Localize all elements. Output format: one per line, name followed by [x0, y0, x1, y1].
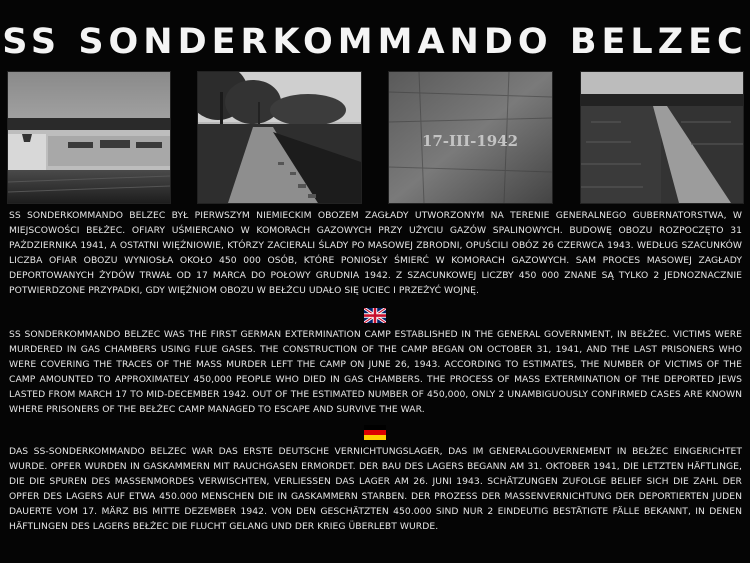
stone-inscription: 17-III-1942 — [421, 132, 519, 150]
stone-date-inscription-photo — [388, 71, 553, 204]
english-text: SS SONDERKOMMANDO BELZEC WAS THE FIRST GERMAN EXTERMINATION CAMP ESTABLISHED IN THE GENERAL GOVERNMENT, IN BEŁŻEC. VICTIMS WERE MURDERED IN GAS CHAMBERS USING FLUE GASES. THE CONSTRUCTION OF THE CAMP BEGAN ON OCTOBER 31, 1941, AND THE LAST PRISONERS WHO WERE COVERING THE TRACES OF THE MASS MURDER LEFT THE CAMP ON JUNE 26, 1943. ACCORDING TO ESTIMATES, THE NUMBER OF VICTIMS OF THE CAMP AMOUNTED TO APPROXIMATELY 450,000 PEOPLE WHO DIED IN GAS CHAMBERS. THE PROCESS OF MASS EXTERMINATION OF THE DEPORTED JEWS LASTED FROM MARCH 17 TO MID-DECEMBER 1942. OUT OF THE ESTIMATED NUMBER OF 450,000, ONLY 2 UNAMBIGUOUSLY CONFIRMED CASES ARE KNOWN WHERE PRISONERS OF THE BEŁŻEC CAMP MANAGED TO ESCAPE AND SURVIVE THE WAR. — [9, 329, 742, 415]
stone-field-path-photo — [580, 71, 744, 204]
uk-flag-icon — [364, 308, 386, 323]
railway-path-photo — [197, 71, 362, 204]
photo-strip — [7, 71, 743, 202]
germany-flag-icon — [364, 425, 386, 440]
polish-text: SS SONDERKOMMANDO BELZEC BYŁ PIERWSZYM NIEMIECKIM OBOZEM ZAGŁADY UTWORZONYM NA TERENIE GENERALNEGO GUBERNATORSTWA, W MIEJSCOWOŚCI BEŁŻEC. OFIARY UŚMIERCANO W KOMORACH GAZOWYCH PRZY UŻYCIU GAZÓW SPALINOWYCH. BUDOWĘ OBOZU ROZPOCZĘTO 31 PAŹDZIERNIKA 1941, A OSTATNI WIĘŹNIOWIE, KTÓRZY ZACIERALI ŚLADY PO MASOWEJ ZBRODNI, OPUŚCILI OBÓZ 26 CZERWCA 1943. WEDŁUG SZACUNKÓW LICZBA OFIAR OBOZU WYNIOSŁA OKOŁO 450 000 OSÓB, KTÓRE PONIOSŁY ŚMIERĆ W KOMORACH GAZOWYCH. SAM PROCES MASOWEJ ZAGŁADY DEPORTOWANYCH ŻYDÓW TRWAŁ OD 17 MARCA DO POŁOWY GRUDNIA 1942. Z SZACUNKOWEJ LICZBY 450 000 ZNANE SĄ TYLKO 2 JEDNOZNACZNIE POTWIERDZONE PRZYPADKI, GDY WIĘŹNIOM OBOZU W BEŁŻCU UDAŁO SIĘ UCIEC I PRZEŻYĆ WOJNĘ. — [9, 210, 742, 296]
memorial-wall-photo — [7, 71, 171, 204]
page-title: SS SONDERKOMMANDO BELZEC — [2, 22, 748, 62]
german-text: DAS SS-SONDERKOMMANDO BELZEC WAR DAS ERSTE DEUTSCHE VERNICHTUNGSLAGER, DAS IM GENERALGOUVERNEMENT IN BEŁŻEC EINGERICHTET WURDE. OPFER WURDEN IN GASKAMMERN MIT RAUCHGASEN ERMORDET. DER BAU DES LAGERS BEGANN AM 31. OKTOBER 1941, DIE LETZTEN HÄFTLINGE, DIE DIE SPUREN DES MASSENMORDES VERWISCHTEN, VERLIESSEN DAS LAGER AM 26. JUNI 1943. SCHÄTZUNGEN ZUFOLGE BELIEF SICH DIE ZAHL DER OPFER DES LAGERS AUF ETWA 450.000 MENSCHEN DIE IN GASKAMMERN STARBEN. DER PROZESS DER MASSENVERNICHTUNG DER DEPORTIERTEN JUDEN DAUERTE VOM 17. MÄRZ BIS MITTE DEZEMBER 1942. VON DEN GESCHÄTZTEN 450.000 SIND NUR 2 EINDEUTIG BESTÄTIGTE FÄLLE BEKANNT, IN DENEN HÄFTLINGEN DES LAGERS BEŁŻEC DIE FLUCHT GELANG UND DER KRIEG ÜBERLEBT WURDE. — [9, 446, 742, 532]
